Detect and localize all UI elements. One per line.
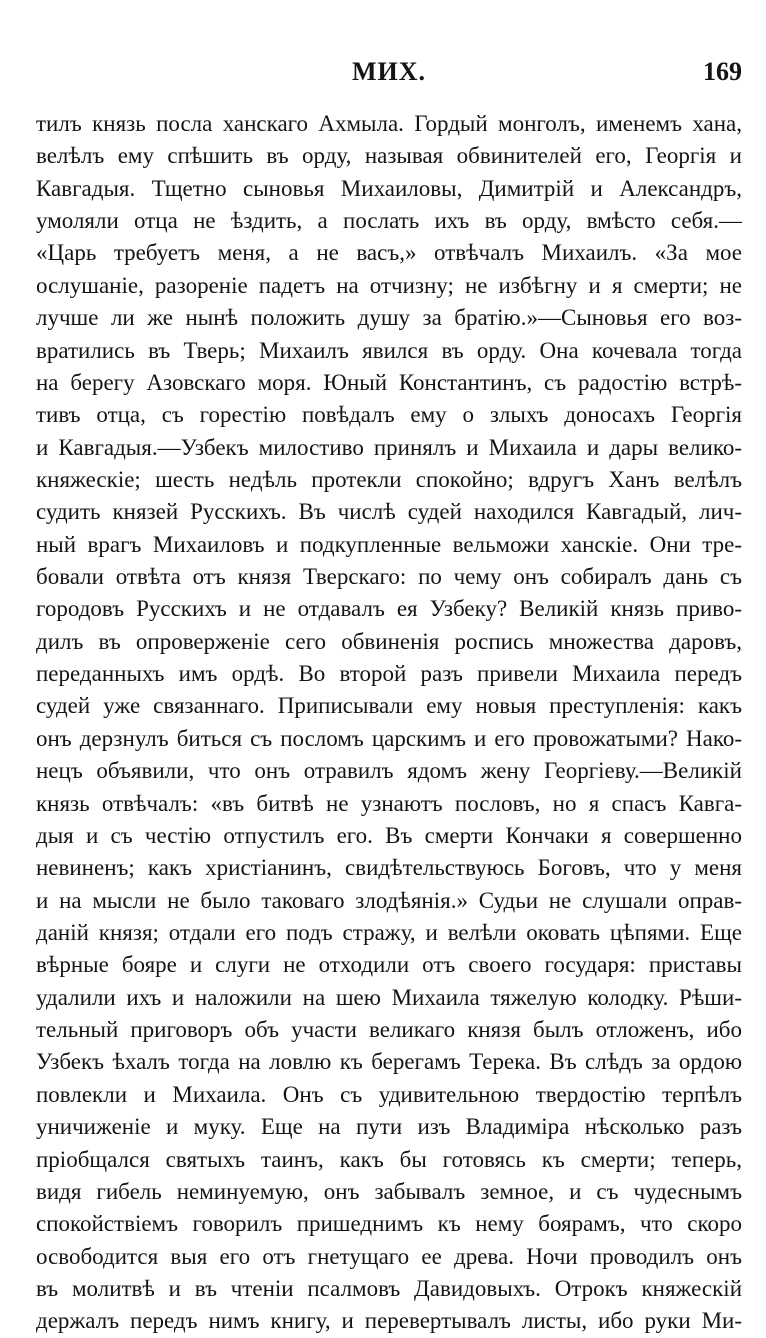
text-line: ослушаніе, разореніе падетъ на отчизну; не избѣгну и я смерти; не: [36, 272, 742, 298]
text-line: переданныхъ имъ ордѣ. Во второй разъ привели Михаила передъ: [36, 661, 742, 687]
text-line: князь отвѣчалъ: «въ битвѣ не узнаютъ пословъ, но я спасъ Кавга-: [36, 790, 742, 816]
text-line: тилъ князь посла ханскаго Ахмыла. Гордый монголъ, именемъ хана,: [36, 111, 742, 136]
text-line: повлекли и Михаила. Онъ съ удивительною твердостію терпѣлъ: [36, 1081, 742, 1107]
text-line: ный врагъ Михаиловъ и подкупленные вельможи ханскіе. Они тре-: [36, 531, 742, 557]
text-line: тельный приговоръ объ участи великаго князя былъ отложенъ, ибо: [36, 1017, 742, 1043]
running-head-title: МИХ.: [351, 57, 427, 86]
text-line: велѣлъ ему спѣшить въ орду, называя обвинителей его, Георгія и: [36, 143, 742, 169]
text-line: видя гибель неминуемую, онъ забывалъ земное, и съ чудеснымъ: [36, 1178, 742, 1204]
running-head: [36, 52, 742, 92]
text-line: бовали отвѣта отъ князя Тверскаго: по чему онъ собиралъ дань съ: [36, 564, 742, 590]
text-line: нецъ объявили, что онъ отравилъ ядомъ жену Георгіеву.—Великій: [36, 758, 742, 784]
text-line: освободится выя его отъ гнетущаго ее древа. Ночи проводилъ онъ: [36, 1243, 742, 1269]
text-line: спокойствіемъ говорилъ пришеднимъ къ нему боярамъ, что скоро: [36, 1211, 742, 1237]
text-line: вратились въ Тверь; Михаилъ явился въ орду. Она кочевала тогда: [36, 337, 742, 363]
text-line: Кавгадыя. Тщетно сыновья Михаиловы, Димитрій и Александръ,: [36, 175, 742, 201]
text-line: вѣрные бояре и слуги не отходили отъ своего государя: приставы: [36, 952, 742, 978]
text-line: пріобщался святыхъ таинъ, какъ бы готовясь къ смерти; теперь,: [36, 1146, 742, 1172]
text-line: уничиженіе и муку. Еще на пути изъ Владиміра нѣсколько разъ: [36, 1114, 742, 1140]
text-line: дилъ въ опроверженіе сего обвиненія роспись множества даровъ,: [36, 628, 742, 654]
text-line: «Царь требуетъ меня, а не васъ,» отвѣчалъ Михаилъ. «За мое: [36, 240, 742, 266]
text-line: и Кавгадыя.—Узбекъ милостиво принялъ и Михаила и дары велико-: [36, 434, 742, 460]
text-line: судить князей Русскихъ. Въ числѣ судей находился Кавгадый, лич-: [36, 499, 742, 525]
text-line: лучше ли же нынѣ положить душу за братію.»—Сыновья его воз-: [36, 305, 742, 331]
body-text: [36, 108, 742, 1338]
text-line: судей уже связаннаго. Приписывали ему новыя преступленія: какъ: [36, 693, 742, 719]
text-line: Узбекъ ѣхалъ тогда на ловлю къ берегамъ Терека. Въ слѣдъ за ордою: [36, 1049, 742, 1075]
text-line: дыя и съ честію отпустилъ его. Въ смерти Кончаки я совершенно: [36, 822, 742, 848]
text-line: въ молитвѣ и въ чтеніи псалмовъ Давидовыхъ. Отрокъ княжескій: [36, 1275, 742, 1301]
text-line: удалили ихъ и наложили на шею Михаила тяжелую колодку. Рѣши-: [36, 984, 742, 1010]
text-line: тивъ отца, съ горестію повѣдалъ ему о злыхъ доносахъ Георгія: [36, 402, 742, 428]
text-line: невиненъ; какъ христіанинъ, свидѣтельствуюсь Боговъ, что у меня: [36, 855, 742, 881]
page-number: 169: [703, 57, 742, 86]
text-line: и на мысли не было таковаго злодѣянія.» Судьи не слушали оправ-: [36, 887, 742, 913]
text-line: умоляли отца не ѣздить, а послать ихъ въ орду, вмѣсто себя.—: [36, 208, 742, 234]
text-line: княжескіе; шесть недѣль протекли спокойно; вдругъ Ханъ велѣлъ: [36, 466, 742, 492]
text-line: на берегу Азовскаго моря. Юный Константинъ, съ радостію встрѣ-: [36, 369, 742, 395]
text-line: онъ дерзнулъ биться съ посломъ царскимъ и его провожатыми? Нако-: [36, 725, 742, 751]
text-line: городовъ Русскихъ и не отдавалъ ея Узбеку? Великій князь приво-: [36, 596, 742, 622]
text-line: держалъ передъ нимъ книгу, и перевертывалъ листы, ибо руки Ми-: [36, 1308, 742, 1334]
text-line: даній князя; отдали его подъ стражу, и велѣли оковать цѣпями. Еще: [36, 919, 742, 945]
